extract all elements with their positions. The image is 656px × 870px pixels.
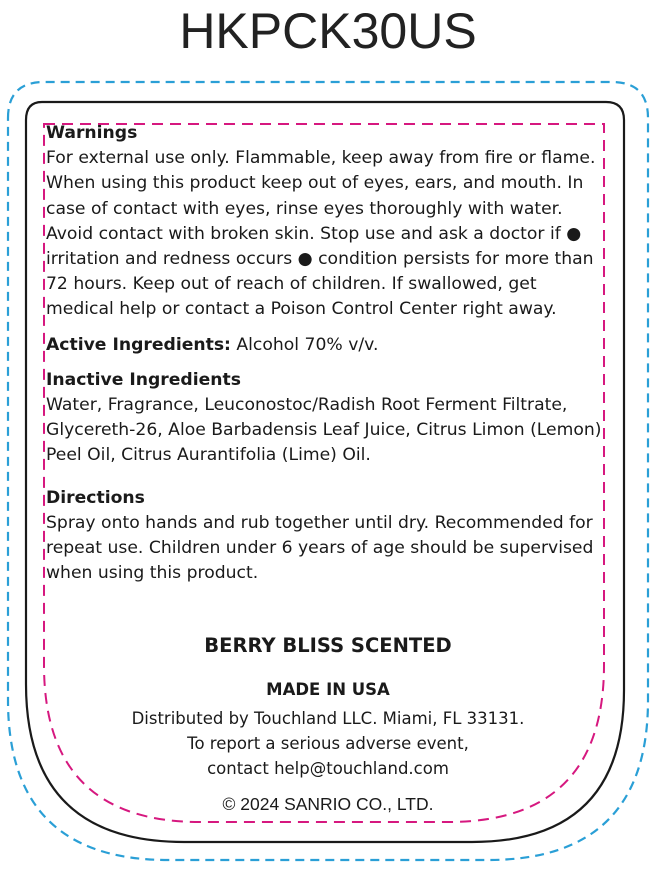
- distributor-line: Distributed by Touchland LLC. Miami, FL 33131.: [131, 709, 525, 728]
- directions-heading: Directions: [46, 487, 145, 508]
- inactive-text: Water, Fragrance, Leuconostoc/Radish Root Ferment Filtrate, Glycereth-26, Aloe Barbadensis Leaf Juice, Citrus Limon (Lemon) Peel Oil, Citrus Aurantifolia (Lime) Oil.: [46, 395, 602, 466]
- active-ingredients-label: Active Ingredients:: [46, 334, 231, 355]
- label-content: [46, 121, 606, 586]
- adverse-event-line: To report a serious adverse event,: [187, 734, 469, 753]
- distributor-block: [0, 706, 656, 781]
- copyright: © 2024 SANRIO CO., LTD.: [222, 794, 434, 814]
- sku-title: HKPCK30US: [179, 3, 477, 59]
- contact-line: contact help@touchland.com: [207, 759, 449, 778]
- made-in-usa: MADE IN USA: [266, 680, 390, 699]
- warnings-heading: Warnings: [46, 123, 138, 143]
- directions-text: Spray onto hands and rub together until dry. Recommended for repeat use. Children under 6 years of age should be supervised when using this product.: [46, 512, 594, 584]
- active-ingredients-text: Alcohol 70% v/v.: [230, 334, 379, 355]
- warnings-text: For external use only. Flammable, keep away from fire or flame. When using this product keep out of eyes, ears, and mouth. In case of contact with eyes, rinse eyes thoroughly with water. Avoid contact with broken skin. Stop use and ask a doctor if ● irritation and redness occurs ● condition persists for more than 72 hours. Keep out of reach of children. If swallowed, get medical help or contact a Poison Control Center right away.: [46, 148, 596, 320]
- inactive-heading: Inactive Ingredients: [46, 369, 241, 390]
- active-ingredients: [46, 333, 606, 358]
- scent-title: BERRY BLISS SCENTED: [204, 634, 452, 657]
